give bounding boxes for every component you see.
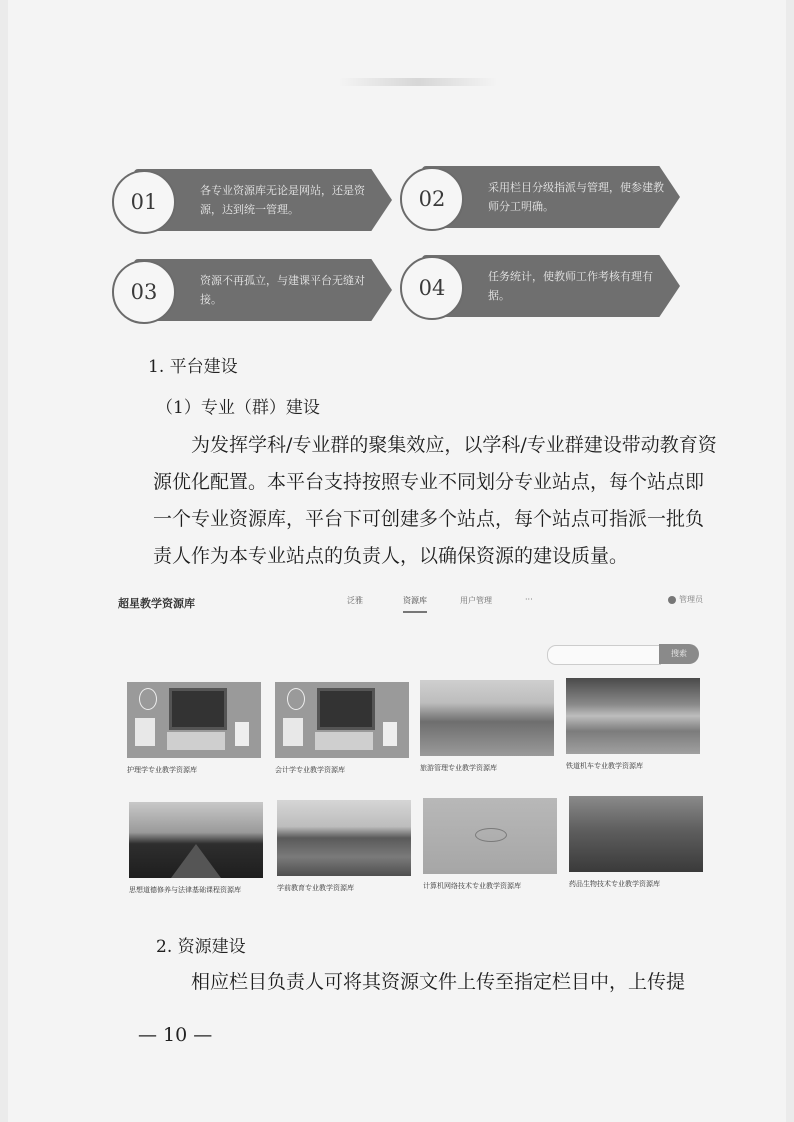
city-photo [277, 800, 411, 876]
feature-card-01 [112, 169, 392, 231]
subsection-heading: （1）专业（群）建设 [156, 398, 320, 418]
feature-number: 01 [112, 170, 176, 234]
search-button: 搜索 [659, 644, 699, 664]
feature-number: 04 [400, 256, 464, 320]
user-menu [668, 594, 703, 605]
resource-tile [569, 796, 703, 889]
feature-text: 任务统计，使教师工作考核有理有据。 [488, 270, 653, 302]
resource-tile [129, 802, 263, 895]
paragraph-text: 为发挥学科/专业群的聚集效应，以学科/专业群建设带动教育资源优化配置。本平台支持按照专业不同划分专业站点，每个站点即一个专业资源库，平台下可创建多个站点，每个站点可指派一批负责人作为本专业站点的负责人，以确保资源的建设质量。 [153, 434, 717, 567]
scan-artifact [338, 78, 498, 86]
tile-label: 药品生物技术专业教学资源库 [569, 880, 660, 888]
resource-tile [566, 678, 700, 771]
nav-item: 泛雅 [347, 596, 363, 605]
nav-more: ··· [525, 595, 533, 604]
tile-label: 思想道德修养与法律基础课程资源库 [129, 886, 241, 894]
platform-screenshot [113, 583, 713, 905]
feature-card-03 [112, 259, 392, 321]
resource-tile [277, 800, 411, 893]
feature-text: 各专业资源库无论是网站，还是资源，达到统一管理。 [200, 184, 365, 216]
tile-label: 旅游管理专业教学资源库 [420, 764, 497, 772]
resource-tile [275, 682, 409, 775]
tile-label: 铁道机车专业教学资源库 [566, 762, 643, 770]
paragraph-text: 相应栏目负责人可将其资源文件上传至指定栏目中，上传提 [191, 971, 686, 993]
feature-text: 采用栏目分级指派与管理，使参建教师分工明确。 [488, 181, 664, 213]
tile-label: 学前教育专业教学资源库 [277, 884, 354, 892]
sea-photo [569, 796, 703, 872]
field-photo [566, 678, 700, 754]
section-heading: 2. 资源建设 [156, 937, 246, 957]
feature-number: 02 [400, 167, 464, 231]
avatar [668, 596, 676, 604]
feature-number: 03 [112, 260, 176, 324]
feature-card-04 [400, 255, 680, 317]
platform-brand: 超星教学资源库 [118, 597, 195, 610]
resource-tile [420, 680, 554, 773]
user-name: 管理员 [679, 595, 703, 604]
feature-text: 资源不再孤立，与建课平台无缝对接。 [200, 274, 365, 306]
tile-label: 会计学专业教学资源库 [275, 766, 345, 774]
coast-photo [420, 680, 554, 756]
search-input [547, 645, 661, 665]
body-paragraph [153, 964, 718, 1001]
feature-card-02 [400, 166, 680, 228]
nav-item-active: 资源库 [403, 595, 427, 613]
water-photo [423, 798, 557, 874]
page-number: — 10 — [138, 1024, 213, 1046]
resource-tile [127, 682, 261, 775]
road-photo [129, 802, 263, 878]
resource-tile [423, 798, 557, 891]
tile-label: 护理学专业教学资源库 [127, 766, 197, 774]
nav-item: 用户管理 [460, 596, 492, 605]
document-page [8, 0, 786, 1122]
section-heading: 1. 平台建设 [148, 357, 238, 377]
tile-label: 计算机网络技术专业教学资源库 [423, 882, 521, 890]
desk-illustration-image [275, 682, 409, 758]
body-paragraph [153, 427, 718, 575]
desk-illustration-image [127, 682, 261, 758]
